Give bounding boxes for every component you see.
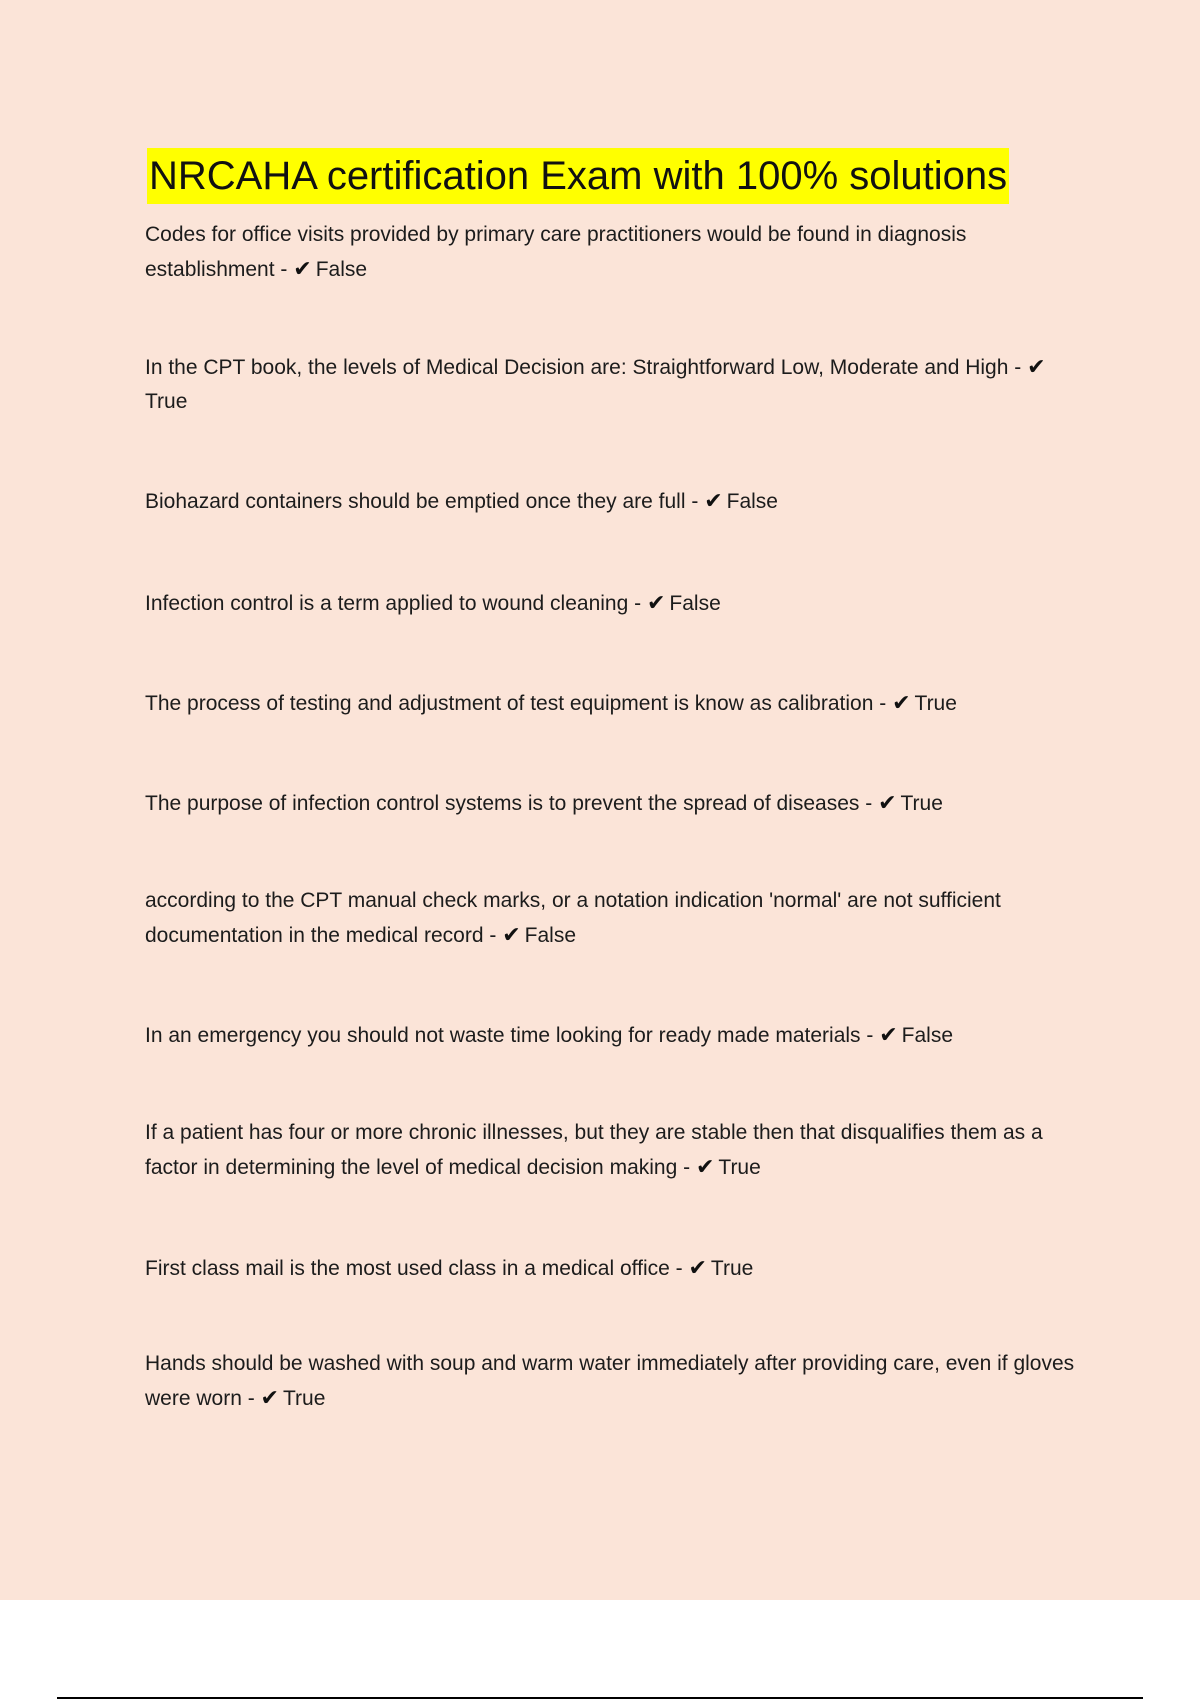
question-text: Hands should be washed with soup and warm water immediately after providing care, even if gloves were worn - (145, 1352, 1075, 1410)
document-body (145, 148, 1090, 1416)
answer-text: False (524, 924, 576, 947)
answer-text: False (315, 258, 368, 281)
question-text: In the CPT book, the levels of Medical Decision are: Straightforward Low, Moderate and High - (145, 356, 1022, 379)
document-title: NRCAHA certification Exam with 100% solutions (147, 148, 1009, 204)
answer-text: True (282, 1387, 326, 1410)
checkmark-icon: ✔ (1027, 354, 1046, 379)
checkmark-icon: ✔ (892, 690, 911, 715)
checkmark-icon: ✔ (293, 256, 312, 281)
question-text: The process of testing and adjustment of test equipment is know as calibration - (145, 692, 887, 715)
question-text: according to the CPT manual check marks, or a notation indication 'normal' are not sufficient documentation in the medical record - (145, 889, 1001, 947)
checkmark-icon: ✔ (260, 1385, 279, 1410)
answer-text: False (669, 592, 721, 615)
qa-item (145, 586, 1090, 621)
qa-item (145, 350, 1090, 419)
answer-text: True (145, 390, 188, 413)
question-text: First class mail is the most used class in a medical office - (145, 1257, 683, 1280)
checkmark-icon: ✔ (879, 1022, 898, 1047)
question-text: The purpose of infection control systems is to prevent the spread of diseases - (145, 792, 873, 815)
answer-text: True (900, 792, 943, 815)
checkmark-icon: ✔ (688, 1255, 707, 1280)
qa-item (145, 1116, 1090, 1185)
qa-item (145, 1251, 1090, 1286)
checkmark-icon: ✔ (695, 1154, 715, 1179)
checkmark-icon: ✔ (646, 590, 666, 615)
checkmark-icon: ✔ (704, 488, 723, 513)
question-text: In an emergency you should not waste time looking for ready made materials - (145, 1024, 874, 1047)
qa-item (145, 1018, 1090, 1053)
answer-text: False (901, 1024, 954, 1047)
footer-rule (57, 1697, 1143, 1699)
answer-text: True (710, 1257, 754, 1280)
checkmark-icon: ✔ (878, 790, 897, 815)
question-text: Infection control is a term applied to wound cleaning - (145, 592, 642, 615)
answer-text: True (914, 692, 957, 715)
qa-item (145, 1347, 1090, 1416)
qa-item (145, 884, 1090, 953)
qa-item (145, 786, 1090, 821)
answer-text: True (718, 1156, 761, 1179)
qa-item (145, 218, 1090, 287)
qa-item (145, 484, 1090, 519)
qa-item (145, 686, 1090, 721)
answer-text: False (726, 490, 778, 513)
question-text: If a patient has four or more chronic illnesses, but they are stable then that disqualifies them as a factor in determining the level of medical decision making - (145, 1121, 1043, 1179)
question-text: Biohazard containers should be emptied once they are full - (145, 490, 699, 513)
checkmark-icon: ✔ (502, 922, 521, 947)
question-text: Codes for office visits provided by primary care practitioners would be found in diagnosis establishment - (145, 223, 967, 281)
